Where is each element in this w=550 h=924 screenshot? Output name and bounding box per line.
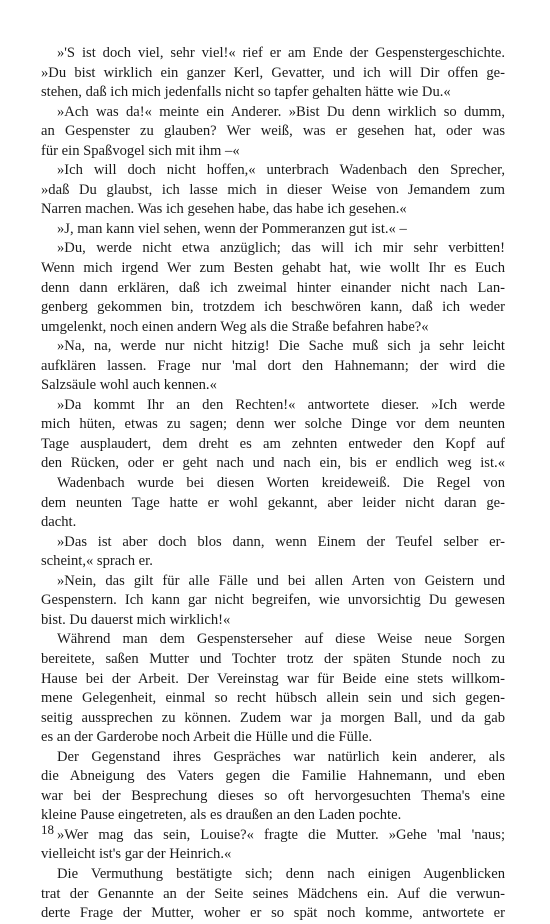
text-line: die Abneigung des Vaters gegen die Familie Hahnemann, und eben — [41, 768, 505, 785]
text-line: stehen, daß ich mich jedenfalls nicht so tapfer gehalten hätte wie Du.« — [41, 84, 451, 101]
text-line: »'S ist doch viel, sehr viel!« rief er am Ende der Gespenstergeschichte. — [57, 45, 505, 61]
text-line: mene Gelegenheit, einmal so recht hübsch allein sein und sich gegen- — [41, 690, 505, 707]
text-line: »Na, na, werde nur nicht hitzig! Die Sache muß sich ja sehr leicht — [57, 338, 505, 355]
text-line: Salzsäule wohl auch kennen.« — [41, 377, 217, 394]
text-line: »Nein, das gilt für alle Fälle und bei allen Arten von Geistern und — [57, 572, 505, 589]
text-line: bist. Du dauerst mich wirklich!« — [41, 611, 231, 628]
text-line: trat der Genannte an der Seite seines Mädchens ein. Auf die verwun- — [41, 885, 505, 902]
text-line: Narren machen. Was ich gesehen habe, das habe ich gesehen.« — [41, 201, 407, 218]
text-line: scheint,« sprach er. — [41, 553, 153, 570]
text-line: den Rücken, oder er geht nach und nach ein, bis er endlich weg ist.« — [41, 455, 505, 472]
text-line: denn dann erklären, daß ich zweimal hinter einander nicht nach Lan- — [41, 279, 505, 296]
text-line: umgelenkt, noch einen andern Weg als die Straße befahren habe?« — [41, 318, 429, 335]
text-line: »daß Du glaubst, ich lasse mich in dieser Weise von Jemandem zum — [41, 181, 505, 198]
text-line: derte Frage der Mutter, woher er so spät noch komme, antwortete er — [41, 905, 505, 922]
text-line: »Ach was da!« meinte ein Anderer. »Bist Du denn wirklich so dumm, — [57, 103, 505, 120]
text-line: es an der Garderobe noch Arbeit die Hülle und die Fülle. — [41, 729, 373, 746]
text-line: »Ich will doch nicht hoffen,« unterbrach Wadenbach den Sprecher, — [57, 162, 505, 179]
text-line: seitig aussprechen zu können. Zudem war ja morgen Ball, und da gab — [41, 709, 505, 726]
text-line: dacht. — [41, 514, 77, 531]
text-line: »Da kommt Ihr an den Rechten!« antwortete dieser. »Ich werde — [57, 396, 505, 413]
text-line: Gespenstern. Ich kann gar nicht begreifen, wie unvorsichtig Du gewesen — [41, 592, 505, 609]
text-line: vielleicht ist's gar der Heinrich.« — [41, 846, 232, 863]
text-line: aufklären lassen. Frage nur 'mal dort den Hahnemann; der wird die — [41, 357, 505, 374]
text-line: Hause bei der Arbeit. Der Vereinstag war für Beide eine stets willkom- — [41, 670, 505, 687]
book-page-text — [41, 44, 505, 924]
text-line: mich hüten, etwas zu sagen; denn wer solche Dinge vor dem neunten — [41, 416, 505, 433]
text-line: Wenn mich irgend Wer zum Besten gehabt hat, wie wollt Ihr es Euch — [41, 260, 505, 277]
text-line: »Wer mag das sein, Louise?« fragte die Mutter. »Gehe 'mal 'naus; — [57, 826, 505, 843]
text-line: dem neunten Tage hatte er wohl gekannt, aber leider nicht daran ge- — [41, 494, 505, 511]
text-line: Der Gegenstand ihres Gespräches war natürlich kein anderer, als — [57, 748, 505, 765]
page-number: 18 — [41, 822, 54, 837]
text-line: genberg gekommen bin, trotzdem ich beschwören kann, daß ich weder — [41, 299, 505, 316]
text-line: war bei der Besprechung dieses so oft hervorgesuchten Thema's eine — [41, 787, 505, 804]
text-line: Die Vermuthung bestätigte sich; denn nach einigen Augenblicken — [57, 865, 505, 882]
text-line: an Gespenster zu glauben? Wer weiß, was er gesehen hat, oder was — [41, 123, 505, 140]
text-line: »Das ist aber doch blos dann, wenn Einem der Teufel selber er- — [57, 533, 505, 550]
text-line: Wadenbach wurde bei diesen Worten kreideweiß. Die Regel von — [57, 475, 505, 492]
text-line: bereitete, saßen Mutter und Tochter trotz der späten Stunde noch zu — [41, 650, 505, 667]
text-line: Während man dem Gespensterseher auf diese Weise neue Sorgen — [57, 631, 505, 648]
text-line: Tage ausplaudert, dem dreht es am zehnten entweder den Kopf auf — [41, 435, 505, 452]
text-line: für ein Spaßvogel sich mit ihm –« — [41, 142, 240, 159]
text-line: »Du, werde nicht etwa anzüglich; das will ich mir sehr verbitten! — [57, 240, 505, 257]
text-line: »J, man kann viel sehen, wenn der Pommeranzen gut ist.« – — [57, 220, 407, 237]
text-line: »Du bist wirklich ein ganzer Kerl, Gevatter, und ich will Dir offen ge- — [41, 64, 505, 81]
text-line: kleine Pause eingetreten, als es draußen an den Laden pochte. — [41, 807, 402, 824]
